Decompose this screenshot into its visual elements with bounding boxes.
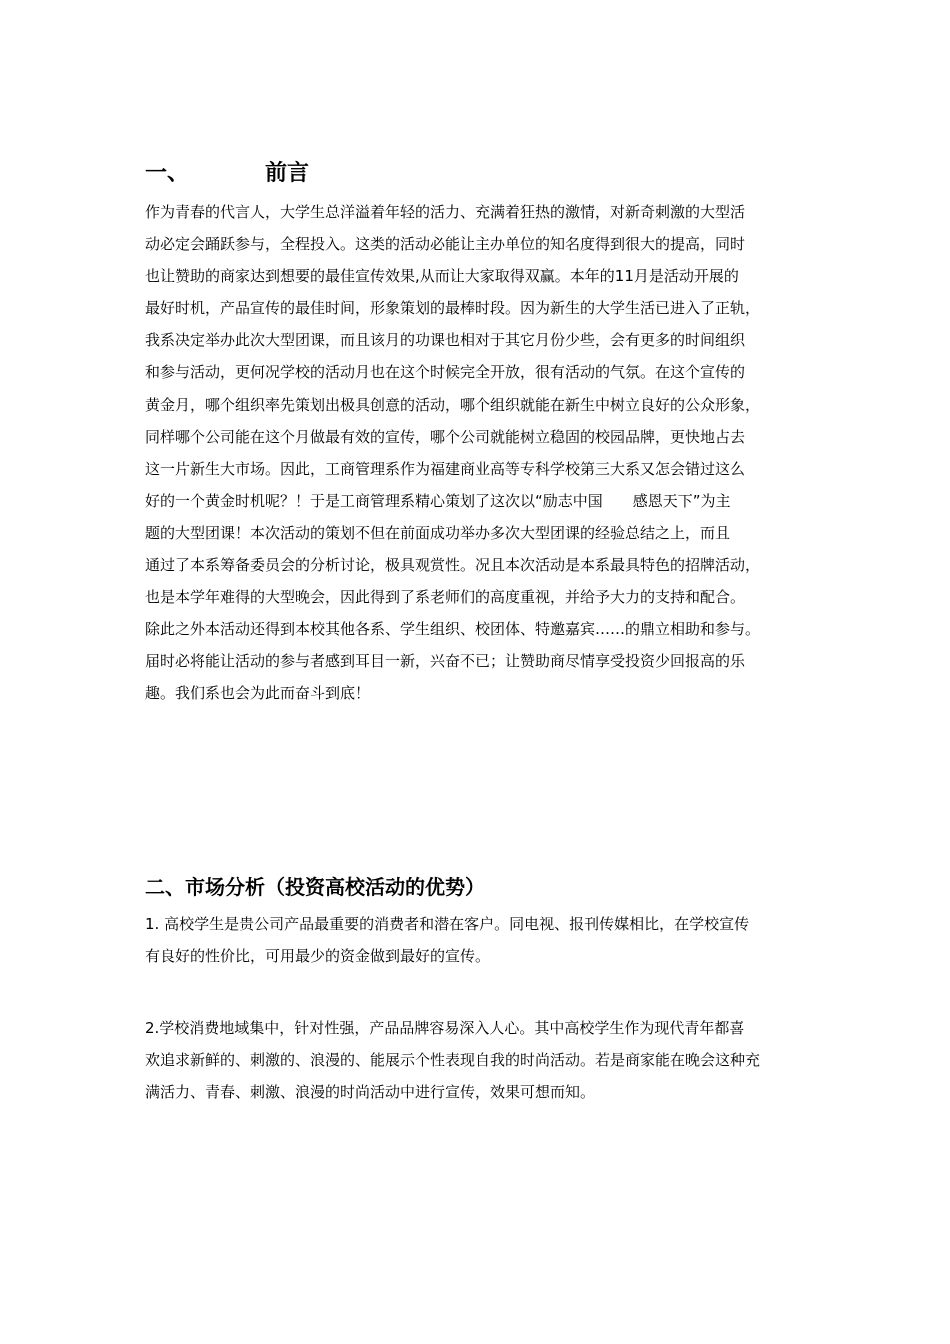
list-item-2 bbox=[145, 1012, 813, 1108]
paragraph-line: 通过了本系筹备委员会的分析讨论，极具观赏性。况且本次活动是本系最具特色的招牌活动， bbox=[145, 556, 761, 575]
list-item-1 bbox=[145, 908, 813, 972]
paragraph-line: 也让赞助的商家达到想要的最佳宣传效果,从而让大家取得双赢。本年的11月是活动开展的 bbox=[145, 267, 739, 286]
paragraph-line: 同样哪个公司能在这个月做最有效的宣传，哪个公司就能树立稳固的校园品牌，更快地占去 bbox=[145, 427, 746, 446]
paragraph-line: 也是本学年难得的大型晚会，因此得到了系老师们的高度重视，并给予大力的支持和配合。 bbox=[145, 588, 746, 607]
paragraph-line: 届时必将能让活动的参与者感到耳目一新，兴奋不已；让赞助商尽情享受投资少回报高的乐 bbox=[145, 652, 746, 671]
paragraph-line: 黄金月，哪个组织率先策划出极具创意的活动，哪个组织就能在新生中树立良好的公众形象， bbox=[145, 395, 761, 414]
paragraph-line: 满活力、青春、刺激、浪漫的时尚活动中进行宣传，效果可想而知。 bbox=[145, 1083, 596, 1101]
paragraph-line: 有良好的性价比，可用最少的资金做到最好的宣传。 bbox=[145, 947, 491, 965]
paragraph-line: 和参与活动，更何况学校的活动月也在这个时候完全开放，很有活动的气氛。在这个宣传的 bbox=[145, 363, 746, 382]
section-title: 前言 bbox=[265, 161, 310, 186]
paragraph-line: 2.学校消费地域集中，针对性强，产品品牌容易深入人心。其中高校学生作为现代青年都喜 bbox=[145, 1019, 745, 1037]
paragraph-line: 趣。我们系也会为此而奋斗到底！ bbox=[145, 684, 371, 703]
paragraph-line: 好的一个黄金时机呢？！于是工商管理系精心策划了这次以“励志中国 感恩天下”为主 bbox=[145, 491, 731, 510]
paragraph-line: 1. 高校学生是贵公司产品最重要的消费者和潜在客户。同电视、报刊传媒相比，在学校宣传 bbox=[145, 915, 750, 933]
paragraph-line: 题的大型团课！本次活动的策划不但在前面成功举办多次大型团课的经验总结之上，而且 bbox=[145, 523, 731, 542]
paragraph-line: 这一片新生大市场。因此，工商管理系作为福建商业高等专科学校第三大系又怎会错过这么 bbox=[145, 459, 746, 478]
paragraph-line: 作为青春的代言人，大学生总洋溢着年轻的活力、充满着狂热的激情，对新奇刺激的大型活 bbox=[145, 203, 746, 221]
paragraph-line: 我系决定举办此次大型团课，而且该月的功课也相对于其它月份少些，会有更多的时间组织 bbox=[145, 331, 746, 350]
section-number: 一、 bbox=[145, 161, 190, 186]
paragraph-line: 除此之外本活动还得到本校其他各系、学生组织、校团体、特邀嘉宾……的鼎立相助和参与。 bbox=[145, 620, 761, 639]
preface-paragraph bbox=[145, 196, 813, 710]
paragraph-line: 动必定会踊跃参与，全程投入。这类的活动必能让主办单位的知名度得到很大的提高，同时 bbox=[145, 235, 746, 254]
paragraph-line: 欢追求新鲜的、刺激的、浪漫的、能展示个性表现自我的时尚活动。若是商家能在晚会这种充 bbox=[145, 1051, 761, 1069]
section-heading-preface bbox=[145, 156, 309, 192]
section-heading-market-analysis: 二、市场分析（投资高校活动的优势） bbox=[145, 875, 485, 899]
paragraph-line: 最好时机，产品宣传的最佳时间，形象策划的最棒时段。因为新生的大学生活已进入了正轨， bbox=[145, 299, 761, 318]
